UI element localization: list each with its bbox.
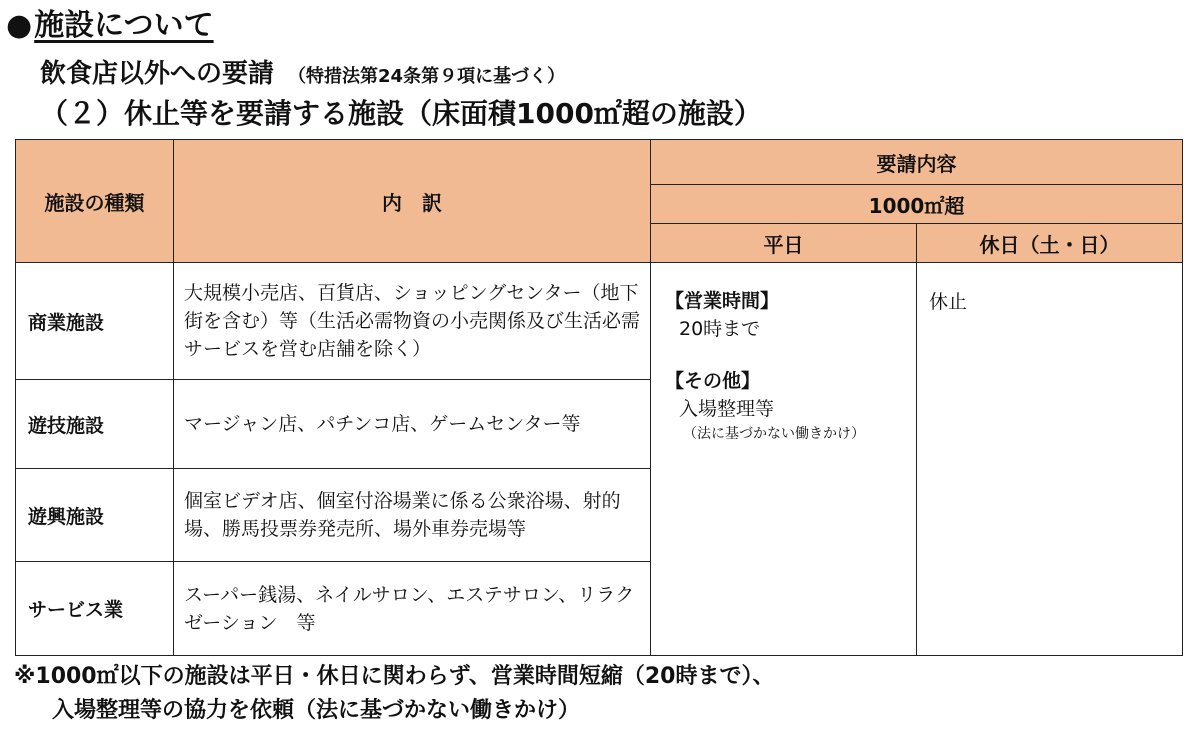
header-facility-type: 施設の種類 [16,140,174,263]
other-note: （法に基づかない働きかけ） [683,426,865,442]
holiday-request-cell: 休止 [917,263,1183,656]
footnote [14,660,774,728]
footnote-line-1: ※1000㎡以下の施設は平日・休日に関わらず、営業時間短縮（20時まで）、 [14,664,775,689]
business-hours-value: 20時まで [679,318,761,340]
legal-basis: （特措法第24条第９項に基づく） [288,66,566,87]
row-detail: スーパー銭湯、ネイルサロン、エステサロン、リラクゼーション 等 [174,562,651,656]
header-weekday: 平日 [651,224,917,263]
header-breakdown: 内 訳 [174,140,651,263]
footnote-line-2: 入場整理等の協力を依頼（法に基づかない働きかけ） [52,698,581,723]
section-heading [6,4,214,48]
business-hours-heading: 【営業時間】 [665,290,780,312]
row-category: 商業施設 [16,263,174,380]
row-category: サービス業 [16,562,174,656]
header-request-content: 要請内容 [651,140,1183,185]
row-category: 遊技施設 [16,380,174,469]
subtitle [40,54,565,97]
subtitle-text: 飲食店以外への要請 [40,59,275,89]
header-holiday: 休日（土・日） [917,224,1183,263]
subsection-title: （２）休止等を要請する施設（床面積1000㎡超の施設） [40,97,762,130]
section-title: 施設について [34,8,214,43]
row-detail: 個室ビデオ店、個室付浴場業に係る公衆浴場、射的場、勝馬投票券発売所、場外車券売場等 [174,469,651,562]
weekday-request-cell [651,263,917,656]
row-detail: マージャン店、パチンコ店、ゲームセンター等 [174,380,651,469]
row-category: 遊興施設 [16,469,174,562]
bullet-icon: ● [6,8,33,43]
other-value: 入場整理等 [679,398,775,420]
table-row [16,263,1183,380]
other-heading: 【その他】 [665,370,761,392]
header-area: 1000㎡超 [651,185,1183,224]
facility-table [15,139,1183,656]
row-detail: 大規模小売店、百貨店、ショッピングセンター（地下街を含む）等（生活必需物資の小売関係及び生活必需サービスを営む店舗を除く） [174,263,651,380]
